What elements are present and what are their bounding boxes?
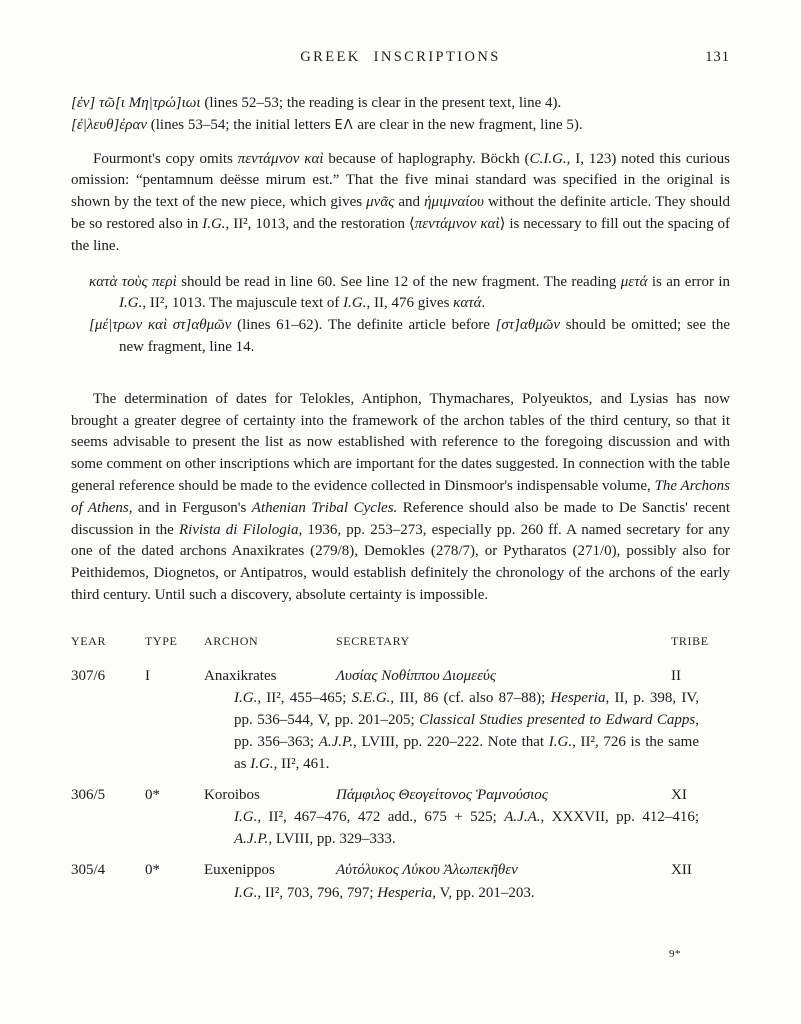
table-row: [71, 785, 730, 851]
table-header-row: [71, 631, 730, 653]
table-row-main: [71, 666, 730, 688]
year-cell: 307/6: [71, 667, 106, 684]
inline-notes: [71, 272, 730, 359]
type-cell: 0*: [145, 861, 160, 878]
table-row: [71, 666, 730, 776]
paragraph-fourmont: Fourmont's copy omits πεντάμνον καὶ because of haplography. Böckh (C.I.G., I, 123) noted this curious omission: “pentamnum deësse mirum est.” That the five minai standard was specified in the original is shown by the text of the new piece, which gives μνᾶς and ἡμιμναίου without the definite article. They should be so restored also in I.G., II², 1013, and the restoration ⟨πεντάμνον καὶ⟩ is necessary to fill out the spacing of the line.: [71, 150, 731, 254]
lemma-note-metroon: [ἐν] τῶ[ι Μη|τρώ]ιωι (lines 52–53; the reading is clear in the present text, line 4).: [71, 95, 562, 111]
signature-mark: 9*: [669, 948, 681, 961]
column-header-secretary: SECRETARY: [336, 633, 410, 648]
type-cell: I: [145, 667, 150, 684]
page-footer: [669, 944, 681, 966]
inline-note-metron-stathmon: [μέ|τρων καὶ στ]αθμῶν (lines 61–62). The definite article before [στ]αθμῶν should be omitted; see the new fragment, line 14.: [89, 317, 730, 355]
tribe-cell: XII: [671, 861, 692, 878]
paragraph-archon-dates: The determination of dates for Telokles, Antiphon, Thymachares, Polyeuktos, and Lysias has now brought a greater degree of certainty into the framework of the archon tables of the third century, so that it seems advisable to present the list as now established with reference to the foregoing discussion and with some comment on other inscriptions which are important for the dates suggested. In connection with the table general reference should be made to the evidence collected in Dinsmoor's indispensable volume, The Archons of Athens, and in Ferguson's Athenian Tribal Cycles. Reference should also be made to De Sanctis' recent discussion in the Rivista di Filologia, 1936, pp. 253–273, especially pp. 260 ff. A named secretary for any one of the dated archons Anaxikrates (279/8), Demokles (278/7), or Pytharatos (271/0), possibly also for Peithidemos, Diognetos, or Antipatros, would establish definitely the chronology of the archons of the early third century. Until such a discovery, absolute certainty is impossible.: [71, 390, 731, 603]
secretary-cell: Πάμφιλος Θεογείτονος Ῥαμνούσιος: [336, 786, 548, 803]
references-cell: I.G., II², 703, 796, 797; Hesperia, V, pp. 201–203.: [234, 884, 535, 901]
type-cell: 0*: [145, 786, 160, 803]
references-cell: I.G., II², 467–476, 472 add., 675 + 525; A.J.A., XXXVII, pp. 412–416; A.J.P., LVIII, pp. 329–333.: [234, 809, 699, 848]
tribe-cell: XI: [671, 786, 687, 803]
lemma-notes: [71, 93, 730, 137]
table-row-main: [71, 860, 730, 882]
year-cell: 306/5: [71, 786, 106, 803]
archon-cell: Anaxikrates: [204, 667, 277, 684]
archon-table: [71, 631, 730, 905]
table-row: [71, 860, 730, 905]
table-row-main: [71, 785, 730, 807]
column-header-archon: ARCHON: [204, 633, 259, 648]
column-header-tribe: TRIBE: [671, 633, 709, 648]
page-header: [71, 47, 730, 67]
lemma-note-eleutheran: [ἐ|λευθ]έραν (lines 53–54; the initial letters ΕΛ are clear in the new fragment, line 5).: [71, 116, 583, 133]
references-cell: I.G., II², 455–465; S.E.G., III, 86 (cf. also 87–88); Hesperia, II, p. 398, IV, pp. 536–544, V, pp. 201–205; Classical Studies presented to Edward Capps, pp. 356–363; A.J.P., LVIII, pp. 220–222. Note that I.G., II², 726 is the same as I.G., II², 461.: [234, 690, 699, 772]
column-header-year: YEAR: [71, 633, 107, 648]
archon-cell: Koroibos: [204, 786, 260, 803]
secretary-cell: Λυσίας Νοθίππου Διομεεύς: [336, 667, 496, 684]
column-header-type: TYPE: [145, 633, 178, 648]
running-title: GREEK INSCRIPTIONS: [300, 49, 501, 65]
page-number: 131: [705, 49, 730, 65]
tribe-cell: II: [671, 667, 681, 684]
year-cell: 305/4: [71, 861, 106, 878]
secretary-cell: Αὐτόλυκος Λύκου Ἀλωπεκῆθεν: [336, 861, 518, 878]
archon-cell: Euxenippos: [204, 861, 275, 878]
inline-note-kata-tous-peri: κατὰ τοὺς περὶ should be read in line 60. See line 12 of the new fragment. The reading μετά is an error in I.G., II², 1013. The majuscule text of I.G., II, 476 gives κατά.: [89, 273, 730, 312]
